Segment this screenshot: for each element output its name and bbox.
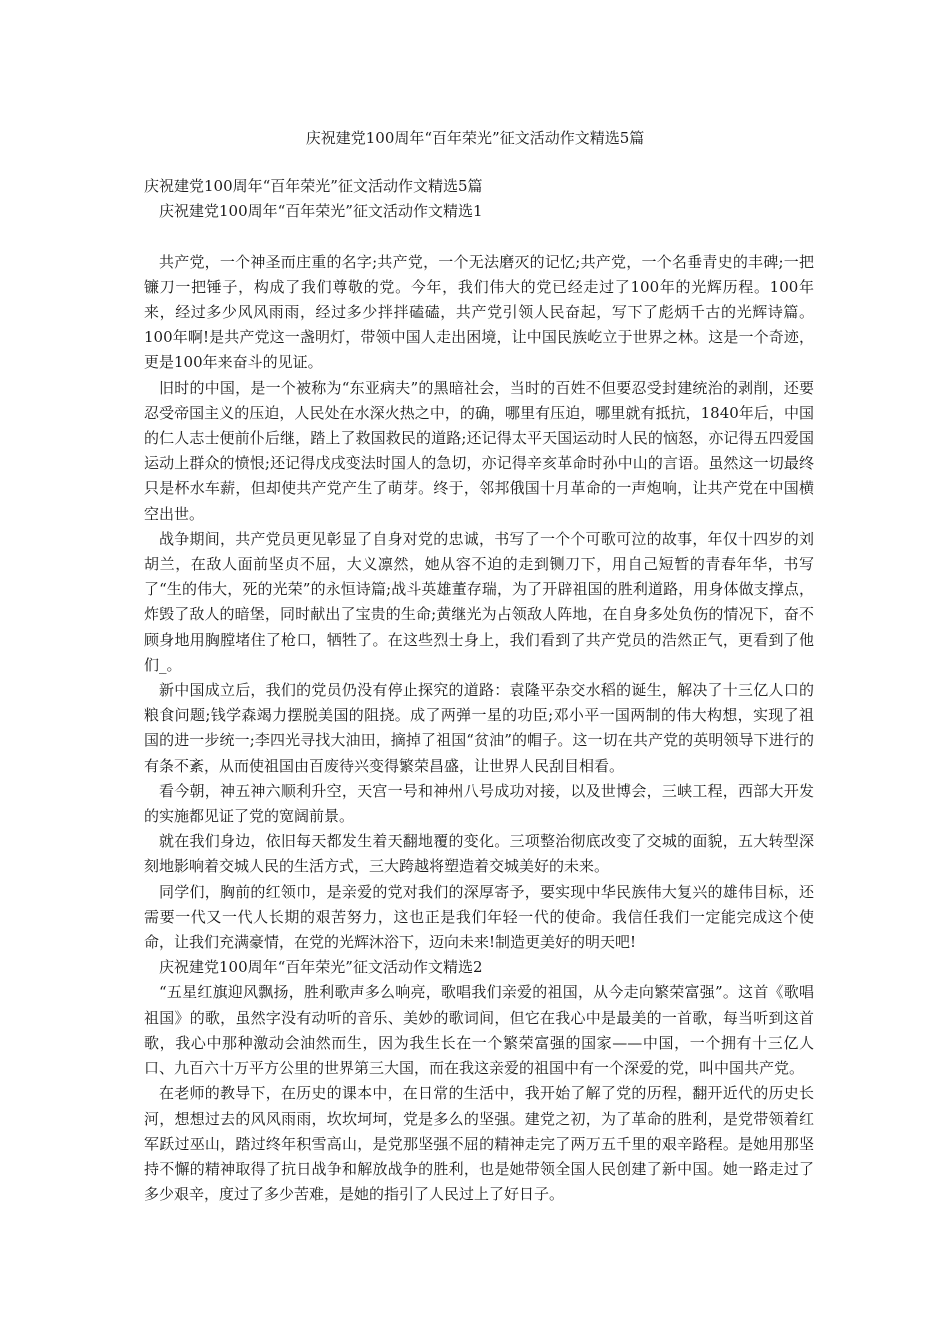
- section1-paragraph: 就在我们身边，依旧每天都发生着天翻地覆的变化。三项整治彻底改变了交城的面貌，五大转型深刻地影响着交城人民的生活方式，三大跨越将塑造着交城美好的未来。: [144, 832, 814, 876]
- section2-heading: 庆祝建党100周年“百年荣光”征文活动作文精选2: [159, 958, 483, 977]
- section1-heading: 庆祝建党100周年“百年荣光”征文活动作文精选1: [159, 202, 483, 221]
- document-title: 庆祝建党100周年“百年荣光”征文活动作文精选5篇: [305, 129, 645, 147]
- section1-paragraph: 看今朝，神五神六顺利升空，天宫一号和神州八号成功对接，以及世博会，三峡工程，西部大开发的实施都见证了党的宽阔前景。: [144, 781, 814, 826]
- section1-paragraph: 共产党，一个神圣而庄重的名字;共产党，一个无法磨灭的记忆;共产党，一个名垂青史的丰碑;一把镰刀一把锤子，构成了我们尊敬的党。今年，我们伟大的党已经走过了100年的光辉历程。100年来，经过多少风风雨雨，经过多少拌拌磕磕，共产党引领人民奋起，写下了彪炳千古的光辉诗篇。100年啊!是共产党这一盏明灯，带领中国人走出困境，让中国民族屹立于世界之林。这是一个奇迹，更是100年来奋斗的见证。: [144, 252, 814, 372]
- section1-paragraph: 同学们，胸前的红领巾，是亲爱的党对我们的深厚寄予，要实现中华民族伟大复兴的雄伟目标，还需要一代又一代人长期的艰苦努力，这也正是我们年轻一代的使命。我信任我们一定能完成这个使命，让我们充满豪情，在党的光辉沐浴下，迈向未来!制造更美好的明天吧!: [144, 882, 814, 952]
- document-subtitle: 庆祝建党100周年“百年荣光”征文活动作文精选5篇: [144, 177, 483, 195]
- section1-paragraph: 战争期间，共产党员更见彰显了自身对党的忠诚，书写了一个个可歌可泣的故事，年仅十四岁的刘胡兰，在敌人面前坚贞不屈，大义凛然，她从容不迫的走到铡刀下，用自己短暂的青春年华，书写了“生的伟大，死的光荣”的永恒诗篇;战斗英雄董存瑞，为了开辟祖国的胜利道路，用身体做支撑点，炸毁了敌人的暗堡，同时献出了宝贵的生命;黄继光为占领敌人阵地，在自身多处负伤的情况下，奋不顾身地用胸膛堵住了枪口，牺牲了。在这些烈士身上，我们看到了共产党员的浩然正气，更看到了他们_。: [144, 529, 814, 674]
- section1-paragraph: 旧时的中国，是一个被称为“东亚病夫”的黑暗社会，当时的百姓不但要忍受封建统治的剥削，还要忍受帝国主义的压迫，人民处在水深火热之中，的确，哪里有压迫，哪里就有抵抗，1840年后，中国的仁人志士便前仆后继，踏上了救国救民的道路;还记得太平天国运动时人民的恼怒，亦记得五四爱国运动上群众的愤恨;还记得戊戌变法时国人的急切，亦记得辛亥革命时孙中山的言语。虽然这一切最终只是杯水车薪，但却使共产党产生了萌芽。终于，邻邦俄国十月革命的一声炮响，让共产党在中国横空出世。: [144, 378, 814, 523]
- section1-paragraph: 新中国成立后，我们的党员仍没有停止探究的道路：袁隆平杂交水稻的诞生，解决了十三亿人口的粮食问题;钱学森竭力摆脱美国的阻挠。成了两弹一星的功臣;邓小平一国两制的伟大构想，实现了祖国的进一步统一;李四光寻找大油田，摘掉了祖国“贫油”的帽子。这一切在共产党的英明领导下进行的有条不紊，从而使祖国由百废待兴变得繁荣昌盛，让世界人民刮目相看。: [144, 681, 814, 775]
- section2-paragraph: 在老师的教导下，在历史的课本中，在日常的生活中，我开始了解了党的历程，翻开近代的历史长河，想想过去的风风雨雨，坎坎坷坷，党是多么的坚强。建党之初，为了革命的胜利，是党带领着红军跃过巫山，踏过终年积雪高山，是党那坚强不屈的精神走完了两万五千里的艰辛路程。是她用那坚持不懈的精神取得了抗日战争和解放战争的胜利，也是她带领全国人民创建了新中国。她一路走过了多少艰辛，度过了多少苦难，是她的指引了人民过上了好日子。: [144, 1084, 814, 1204]
- document-body: [144, 174, 814, 1207]
- blank-line: [144, 224, 814, 249]
- section2-paragraph: “五星红旗迎风飘扬，胜利歌声多么响亮，歌唱我们亲爱的祖国，从今走向繁荣富强”。这首《歌唱祖国》的歌，虽然字没有动听的音乐、美妙的歌词间，但它在我心中是最美的一首歌，每当听到这首歌，我心中那种激动会油然而生，因为我生长在一个繁荣富强的国家——中国，一个拥有十三亿人口、九百六十万平方公里的世界第三大国，而在我这亲爱的祖国中有一个深爱的党，叫中国共产党。: [144, 983, 814, 1078]
